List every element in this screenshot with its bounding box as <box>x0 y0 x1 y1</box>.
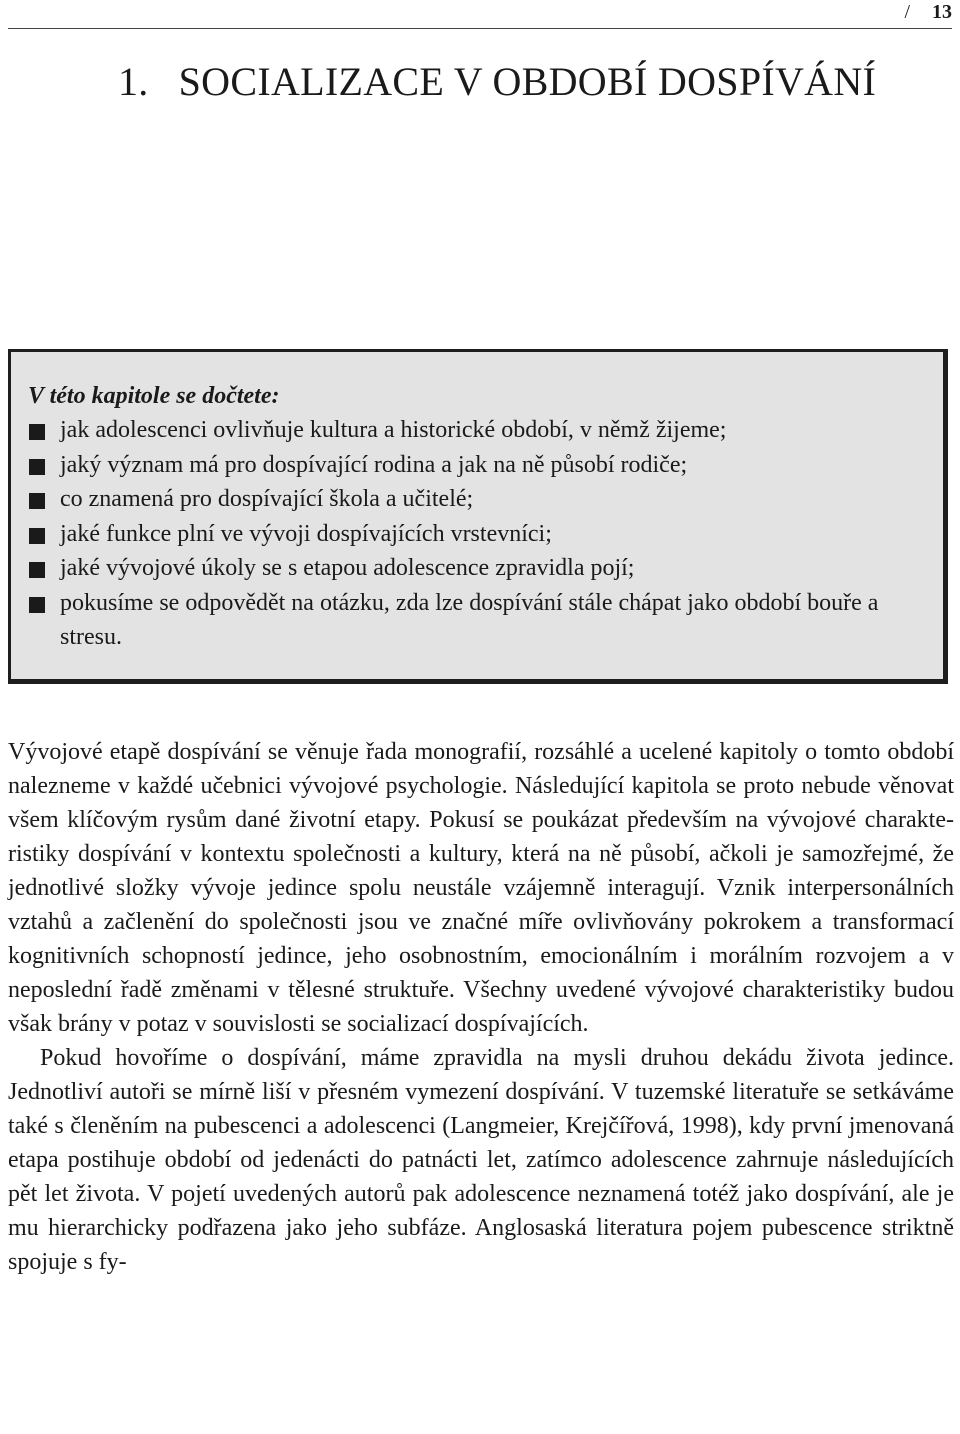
summary-item <box>28 517 933 552</box>
summary-item <box>28 413 933 448</box>
summary-item-text: jaký význam má pro dospívající rodina a jak na ně působí rodiče; <box>60 451 688 478</box>
summary-list <box>28 413 933 655</box>
body-paragraph: Vývojové etapě dospívání se věnuje řada monografií, rozsáhlé a ucelené kapitoly o tomto období nalezneme v každé učebnici vývojové psychologie. Následující kapitola se proto nebude věnovat všem klíčovým rysům dané životní etapy. Pokusí se poukázat především na vývojové charakteristiky dospívání v kontextu společnosti a kultury, která na ně působí, ačkoli je samozřejmé, že jednotlivé složky vývoje jedince spolu neustále vzájemně interagují. Vznik interpersonálních vztahů a začlenění do společnosti jsou ve značné míře ovlivňovány pokrokem a transformací kognitivních schopností jedince, jeho osobnostním, emocionálním i morálním rozvojem a v neposlední řadě změnami v tělesné struktuře. Všechny uvedené vývojové charakteristiky budou však brány v potaz v souvislosti se socializací dospívajících. <box>8 739 954 1037</box>
chapter-title-text: SOCIALIZACE V OBDOBÍ DOSPÍVÁNÍ <box>178 59 877 104</box>
square-bullet-icon <box>29 597 45 613</box>
summary-item <box>28 551 933 586</box>
square-bullet-icon <box>29 528 45 544</box>
body-text <box>8 735 954 1279</box>
summary-item-text: pokusíme se odpovědět na otázku, zda lze dospívání stále chápat jako období bouře a stresu. <box>60 589 885 650</box>
chapter-summary-box <box>8 349 948 684</box>
square-bullet-icon <box>29 424 45 440</box>
summary-item <box>28 482 933 517</box>
summary-item-text: jak adolescenci ovlivňuje kultura a historické období, v němž žijeme; <box>60 417 727 443</box>
square-bullet-icon <box>29 562 45 578</box>
header-rule <box>8 28 952 29</box>
page-header <box>904 0 952 24</box>
summary-item <box>28 448 933 483</box>
page-number: 13 <box>932 1 952 23</box>
square-bullet-icon <box>29 493 45 509</box>
summary-item-text: jaké vývojové úkoly se s etapou adolescence zpravidla pojí; <box>60 555 635 581</box>
summary-heading: V této kapitole se dočtete: <box>28 383 280 409</box>
summary-item-text: co znamená pro dospívající škola a učitelé; <box>60 486 474 512</box>
body-paragraph: Pokud hovoříme o dospívání, máme zpravidla na mysli druhou dekádu života jedince. Jednotliví autoři se mírně liší v přesném vymezení dospívání. V tuzemské literatuře se setkáváme také s členěním na pubescenci a adolescenci (Langmeier, Krejčířová, 1998), kdy první jmenovaná etapa postihuje období od jedenácti do patnácti let, zatímco adolescence zahrnuje následujících pět let života. V pojetí uvedených autorů pak adolescence neznamená totéž jako dospívání, ale je mu hierarchicky podřazena jako jeho subfáze. Anglosaská literatura pojem pubescence striktně spojuje s fy- <box>8 1045 954 1275</box>
chapter-title <box>118 58 876 106</box>
square-bullet-icon <box>29 459 45 475</box>
summary-item <box>28 586 933 655</box>
header-slash: / <box>904 1 910 23</box>
chapter-number: 1. <box>118 59 149 104</box>
summary-item-text: jaké funkce plní ve vývoji dospívajících vrstevníci; <box>60 520 552 547</box>
